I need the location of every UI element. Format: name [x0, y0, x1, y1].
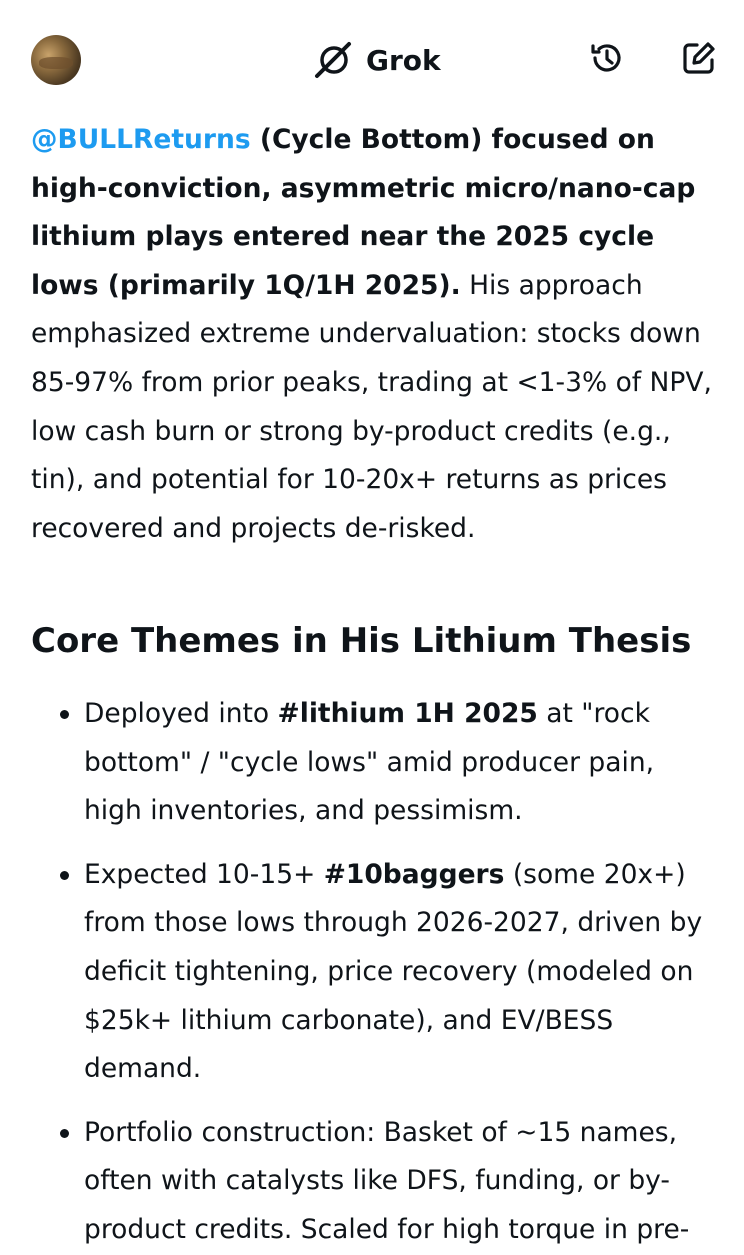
themes-list: [0, 690, 744, 1255]
compose-button[interactable]: [677, 38, 721, 82]
compose-icon: [679, 38, 719, 82]
bullet-text: Expected 10-15+: [84, 858, 324, 890]
intro-paragraph: [31, 116, 721, 553]
bullet-text: at "rock bottom" / "cycle lows" amid producer pain, high inventories, and pessimism.: [84, 698, 655, 827]
bullet-icon: [60, 710, 69, 719]
app-title: Grok: [366, 43, 441, 77]
list-item: [0, 690, 744, 836]
bullet-text: Deployed into: [84, 698, 278, 729]
intro-text: His approach emphasized extreme undervaluation: stocks down 85-97% from prior peaks, trading at <1-3% of NPV, low cash burn or strong by-product credits (e.g., tin), and potential for 10-20x+ returns as prices recovered and projects de-risked.: [31, 269, 712, 544]
list-item: [0, 851, 744, 1094]
brand: [312, 38, 441, 82]
bullet-text: (some 20x+) from those lows through 2026-2027, driven by deficit tightening, price recovery (modeled on $25k+ lithium carbonate), and EV/BESS demand.: [84, 858, 703, 1085]
top-bar: [0, 0, 744, 112]
response-body: [31, 116, 721, 553]
bullet-bold-text: #lithium 1H 2025: [277, 698, 538, 729]
bullet-icon: [60, 871, 69, 880]
history-button[interactable]: [585, 38, 629, 82]
bullet-text: Portfolio construction: Basket of ~15 names, often with catalysts like DFS, funding, or by-product credits. Scaled for high torque in pre-: [84, 1116, 690, 1245]
bullet-bold-text: #10baggers: [323, 858, 505, 890]
list-item: [0, 1109, 744, 1255]
user-mention-link[interactable]: @BULLReturns: [31, 124, 251, 155]
history-icon: [587, 38, 627, 82]
grok-logo-icon: [312, 39, 354, 81]
avatar[interactable]: [31, 35, 81, 85]
intro-bold-text: (Cycle Bottom) focused on high-conviction, asymmetric micro/nano-cap lithium plays entered near the 2025 cycle lows (primarily 1Q/1H 2025).: [31, 124, 696, 301]
section-heading: Core Themes in His Lithium Thesis: [31, 621, 692, 661]
bullet-icon: [60, 1129, 69, 1138]
